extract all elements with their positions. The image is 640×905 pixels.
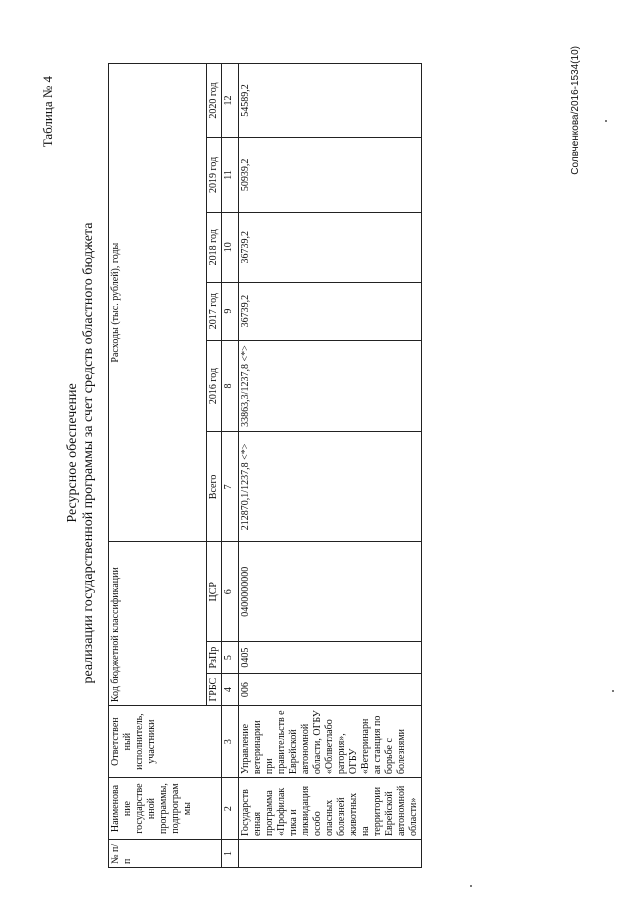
title-line-2: реализации государственной программы за счет средств областного бюджета — [81, 222, 96, 684]
col-number: 1 — [222, 840, 239, 868]
row-2020: 54589,2 — [239, 64, 422, 138]
row-rzpr: 0405 — [239, 642, 422, 674]
scan-speck — [605, 120, 607, 122]
col-number: 2 — [222, 778, 239, 840]
scan-speck — [612, 690, 614, 692]
header-executor: Ответствен ный исполнитель, участники — [109, 706, 222, 778]
header-rzpr: РзПр — [207, 642, 222, 674]
row-2018: 36739,2 — [239, 212, 422, 282]
col-number: 12 — [222, 64, 239, 138]
row-executor: Управление ветеринарии при правительств е Еврейской автономной области, ОГБУ «Облветлабо ратория», ОГБУ «Ветеринарн ая станция по борьбе с болезнями — [239, 706, 422, 778]
rotated-sheet — [18, 18, 598, 888]
scan-speck — [470, 885, 472, 887]
header-2016: 2016 год — [207, 340, 222, 432]
header-2017: 2017 год — [207, 282, 222, 340]
col-number: 3 — [222, 706, 239, 778]
row-grbs: 006 — [239, 674, 422, 706]
col-number: 11 — [222, 137, 239, 212]
header-grbs: ГРБС — [207, 674, 222, 706]
col-number: 7 — [222, 432, 239, 542]
row-csr: 0400000000 — [239, 542, 422, 642]
header-budget-code: Код бюджетной классификации — [109, 542, 207, 706]
header-expenses: Расходы (тыс. рублей), годы — [109, 64, 207, 542]
row-program-name: Государств енная программа «Профилак тика и ликвидация особо опасных болезней животных на территории Еврейской автономной области» — [239, 778, 422, 840]
header-total: Всего — [207, 432, 222, 542]
col-number: 4 — [222, 674, 239, 706]
header-2018: 2018 год — [207, 212, 222, 282]
header-num: № п/п — [109, 840, 222, 868]
table-number: Таблица № 4 — [40, 76, 55, 148]
header-2020: 2020 год — [207, 64, 222, 138]
col-number: 10 — [222, 212, 239, 282]
col-number: 6 — [222, 542, 239, 642]
footer-reference: Солвченкова/2016-1534(10) — [570, 46, 581, 175]
header-csr: ЦСР — [207, 542, 222, 642]
header-2019: 2019 год — [207, 137, 222, 212]
title-line-1: Ресурсное обеспечение — [65, 383, 80, 523]
resource-table — [108, 63, 422, 868]
header-name: Наименова ние государстве нной программы, подпрограм мы — [109, 778, 222, 840]
row-2016: 33863,3/1237,8 <*> — [239, 340, 422, 432]
row-2017: 36739,2 — [239, 282, 422, 340]
row-total: 212870,1/1237,8 <*> — [239, 432, 422, 542]
col-number: 5 — [222, 642, 239, 674]
col-number: 8 — [222, 340, 239, 432]
row-num — [239, 840, 422, 868]
col-number: 9 — [222, 282, 239, 340]
row-2019: 50939,2 — [239, 137, 422, 212]
